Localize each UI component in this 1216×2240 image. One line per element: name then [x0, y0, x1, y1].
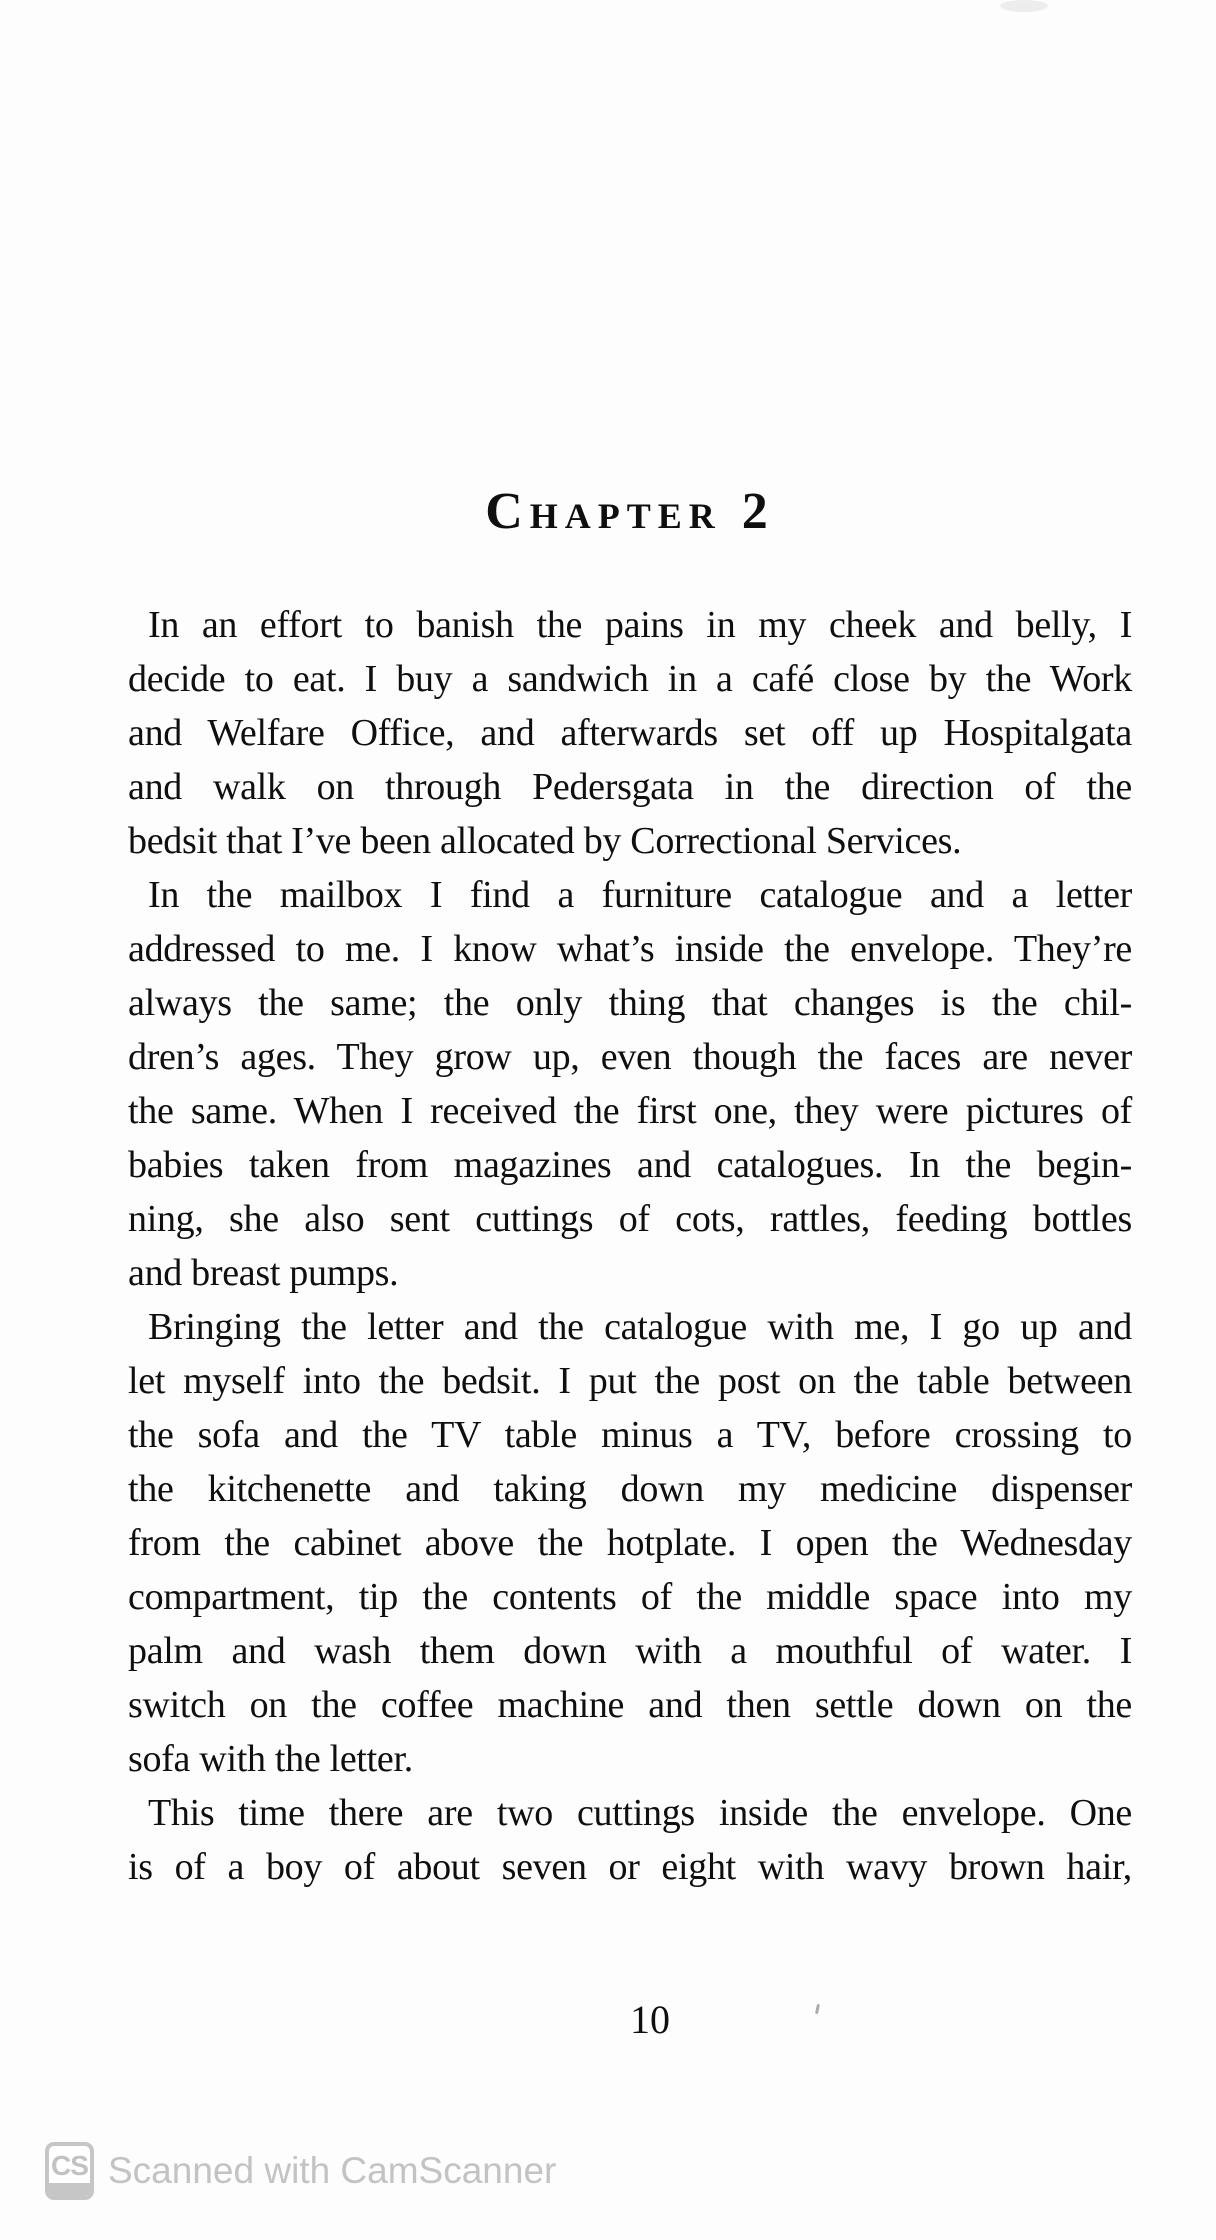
paragraph	[128, 868, 1132, 1300]
text-line: let myself into the bedsit. I put the post on the table between	[128, 1360, 1132, 1402]
text-line: and walk on through Pedersgata in the direction of the	[128, 766, 1132, 808]
text-line: decide to eat. I buy a sandwich in a café close by the Work	[128, 658, 1132, 700]
text-line: addressed to me. I know what’s inside the envelope. They’re	[128, 928, 1132, 970]
watermark-label: Scanned with CamScanner	[108, 2150, 557, 2191]
text-line: is of a boy of about seven or eight with wavy brown hair,	[128, 1846, 1132, 1888]
text-line: sofa with the letter.	[128, 1738, 413, 1780]
text-line: Bringing the letter and the catalogue with me, I go up and	[148, 1306, 1132, 1348]
page-body	[128, 598, 1132, 1894]
text-line: and Welfare Office, and afterwards set off up Hospitalgata	[128, 712, 1132, 754]
chapter-heading: Chapter 2	[485, 483, 775, 540]
text-line: always the same; the only thing that changes is the chil-	[128, 982, 1132, 1024]
text-line: This time there are two cuttings inside the envelope. One	[148, 1792, 1132, 1834]
text-line: from the cabinet above the hotplate. I open the Wednesday	[128, 1522, 1132, 1564]
camscanner-watermark	[45, 2140, 556, 2202]
text-line: compartment, tip the contents of the middle space into my	[128, 1576, 1132, 1618]
camscanner-logo-band	[49, 2183, 90, 2196]
text-line: the same. When I received the first one, they were pictures of	[128, 1090, 1132, 1132]
text-line: dren’s ages. They grow up, even though the faces are never	[128, 1036, 1132, 1078]
page-number: 10	[630, 1997, 670, 2042]
text-line: ning, she also sent cuttings of cots, rattles, feeding bottles	[128, 1198, 1132, 1240]
text-line: and breast pumps.	[128, 1252, 399, 1294]
paragraph	[128, 1300, 1132, 1786]
text-line: bedsit that I’ve been allocated by Correctional Services.	[128, 820, 962, 862]
text-line: In an effort to banish the pains in my cheek and belly, I	[148, 604, 1132, 646]
text-line: palm and wash them down with a mouthful of water. I	[128, 1630, 1132, 1672]
text-line: switch on the coffee machine and then settle down on the	[128, 1684, 1132, 1726]
text-line: the kitchenette and taking down my medicine dispenser	[128, 1468, 1132, 1510]
text-line: the sofa and the TV table minus a TV, before crossing to	[128, 1414, 1132, 1456]
text-line: babies taken from magazines and catalogues. In the begin-	[128, 1144, 1132, 1186]
text-line: In the mailbox I find a furniture catalogue and a letter	[148, 874, 1132, 916]
scan-artifact	[1000, 0, 1048, 12]
paragraph	[128, 1786, 1132, 1894]
camscanner-logo-icon	[45, 2142, 94, 2200]
camscanner-logo-text: CS	[51, 2150, 88, 2181]
paragraph	[128, 598, 1132, 868]
